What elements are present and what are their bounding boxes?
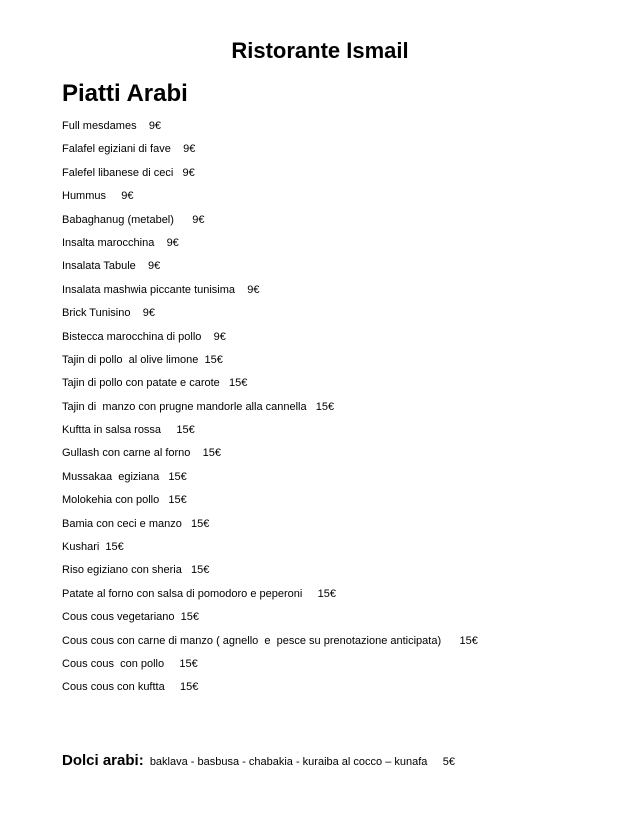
menu-item-price: 9€	[121, 190, 134, 203]
menu-item	[62, 258, 478, 281]
menu-item	[62, 562, 478, 585]
menu-item	[62, 165, 478, 188]
menu-item-name: Kushari	[62, 541, 100, 554]
menu-item-name: Falefel libanese di ceci	[62, 166, 174, 179]
menu-item	[62, 352, 478, 375]
menu-item-name: Tajin di pollo al olive limone	[62, 353, 199, 366]
menu-item-name: Bamia con ceci e manzo	[62, 517, 182, 530]
menu-item-name: Full mesdames	[62, 120, 137, 132]
menu-item	[62, 539, 478, 562]
menu-item	[62, 282, 478, 305]
menu-item-price: 9€	[148, 260, 161, 273]
menu-item	[62, 375, 478, 398]
menu-item-price: 15€	[105, 541, 124, 554]
menu-item-name: Falafel egiziani di fave	[62, 143, 171, 156]
menu-item-name: Riso egiziano con sheria	[62, 564, 182, 577]
menu-item-price: 15€	[191, 564, 210, 577]
menu-item	[62, 445, 478, 468]
menu-item-price: 15€	[315, 400, 335, 413]
menu-item	[62, 422, 478, 445]
menu-item	[62, 492, 478, 515]
menu-item	[62, 633, 478, 656]
menu-item-price: 9€	[148, 120, 162, 132]
menu-item-price: 9€	[166, 236, 179, 249]
menu-item-name: Tajin di pollo con patate e carote	[62, 377, 220, 390]
menu-item-name: Cous cous con pollo	[62, 657, 165, 670]
menu-item	[62, 141, 478, 164]
menu-item-price: 15€	[168, 494, 187, 507]
menu-item	[62, 329, 478, 352]
menu-item-name: Cous cous con carne di manzo ( agnello e pesce su prenotazione anticipata)	[62, 634, 442, 647]
menu-item-name: Insalata mashwia piccante tunisima	[62, 283, 236, 296]
dolci-line	[62, 752, 455, 770]
menu-item-name: Kuftta in salsa rossa	[62, 424, 162, 437]
menu-item	[62, 188, 478, 211]
section-title: Piatti Arabi	[62, 80, 188, 107]
dolci-items: baklava - basbusa - chabakia - kuraiba al cocco – kunafa	[149, 756, 428, 768]
menu-item-name: Molokehia con pollo	[62, 494, 160, 507]
restaurant-title: Ristorante Ismail	[231, 38, 409, 63]
menu-item	[62, 305, 478, 328]
menu-item	[62, 235, 478, 258]
menu-item-name: Gullash con carne al forno	[62, 447, 191, 460]
menu-item	[62, 399, 478, 422]
menu-item-price: 15€	[202, 447, 222, 460]
menu-item-price: 15€	[168, 470, 187, 483]
menu-item-name: Bistecca marocchina di pollo	[62, 330, 202, 343]
menu-item	[62, 679, 478, 702]
menu-item	[62, 656, 478, 679]
menu-item	[62, 516, 478, 539]
menu-item-price: 15€	[180, 681, 199, 694]
menu-item-name: Cous cous con kuftta	[62, 681, 165, 694]
menu-item-price: 15€	[180, 611, 199, 624]
menu-item-price: 9€	[213, 330, 226, 343]
menu-item-name: Tajin di manzo con prugne mandorle alla cannella	[62, 400, 307, 413]
menu-list	[62, 118, 478, 703]
menu-item-price: 9€	[182, 166, 195, 179]
menu-item	[62, 212, 478, 235]
menu-item-price: 9€	[247, 283, 260, 296]
menu-item-price: 15€	[204, 353, 223, 366]
menu-item-name: Mussakaa egiziana	[62, 470, 160, 483]
dolci-label: Dolci arabi:	[62, 752, 144, 769]
menu-item-price: 15€	[317, 587, 336, 600]
menu-item	[62, 469, 478, 492]
menu-item	[62, 586, 478, 609]
menu-item-name: Insalata Tabule	[62, 260, 136, 273]
menu-item-price: 15€	[228, 377, 248, 390]
menu-item-name: Cous cous vegetariano	[62, 611, 175, 624]
menu-item	[62, 609, 478, 632]
menu-item-price: 15€	[191, 517, 210, 530]
menu-item-name: Insalta marocchina	[62, 236, 155, 249]
dolci-price: 5€	[442, 756, 455, 768]
menu-item-price: 15€	[179, 657, 198, 670]
menu-item-name: Babaghanug (metabel)	[62, 213, 174, 226]
menu-item-price: 9€	[142, 307, 155, 320]
menu-item	[62, 118, 478, 141]
menu-item-name: Patate al forno con salsa di pomodoro e peperoni	[62, 587, 303, 600]
menu-item-price: 15€	[459, 634, 478, 647]
menu-item-price: 9€	[183, 143, 196, 156]
menu-item-name: Brick Tunisino	[62, 307, 131, 320]
menu-item-price: 15€	[176, 424, 195, 437]
menu-item-price: 9€	[192, 213, 205, 226]
menu-item-name: Hummus	[62, 190, 107, 203]
